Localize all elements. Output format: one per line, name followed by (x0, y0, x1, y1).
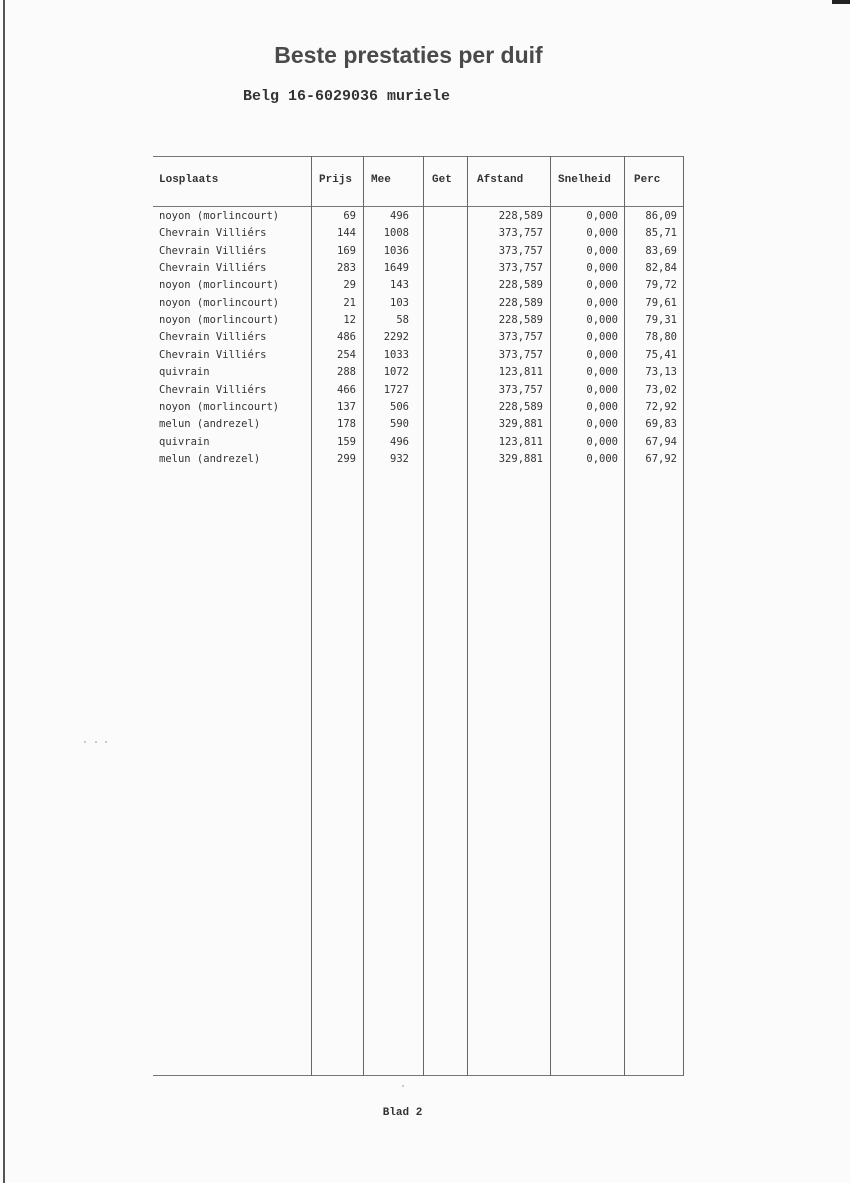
cell-perc: 73,02 (645, 383, 677, 396)
page-number: Blad 2 (382, 1107, 423, 1119)
cell-mee: 496 (390, 210, 409, 222)
cell-prijs: 169 (337, 244, 356, 257)
cell-get (423, 295, 463, 312)
cell-snelheid: 0,000 (586, 435, 618, 448)
cell-perc: 73,13 (645, 366, 677, 379)
cell-losplaats: noyon (morlincourt) (159, 314, 280, 327)
cell-perc: 67,94 (645, 435, 677, 448)
cell-prijs: 12 (343, 314, 356, 327)
cell-perc: 82,84 (645, 262, 677, 275)
table-row (153, 364, 684, 381)
cell-losplaats: melun (andrezel) (159, 452, 261, 465)
col-header-mee: Mee (371, 174, 391, 186)
cell-mee: 1008 (383, 227, 409, 240)
cell-losplaats: melun (andrezel) (159, 418, 261, 431)
cell-get (423, 312, 463, 329)
cell-afstand: 373,757 (498, 383, 543, 396)
cell-snelheid: 0,000 (586, 366, 618, 379)
table-row (153, 451, 684, 468)
table-row (153, 382, 684, 399)
cell-mee: 1072 (383, 366, 409, 379)
cell-afstand: 329,881 (498, 452, 543, 465)
cell-snelheid: 0,000 (586, 452, 618, 465)
table-bottom-rule (153, 1075, 684, 1076)
cell-afstand: 228,589 (498, 314, 543, 327)
cell-afstand: 228,589 (498, 279, 543, 292)
cell-afstand: 329,881 (498, 418, 543, 431)
cell-snelheid: 0,000 (586, 296, 618, 309)
cell-mee: 143 (390, 279, 409, 292)
cell-perc: 78,80 (645, 331, 677, 344)
cell-mee: 506 (390, 400, 409, 413)
cell-snelheid: 0,000 (586, 400, 618, 413)
cell-afstand: 123,811 (498, 366, 543, 379)
cell-mee: 1033 (383, 348, 409, 361)
cell-snelheid: 0,000 (586, 210, 618, 222)
table-row (153, 295, 684, 312)
cell-prijs: 178 (337, 418, 356, 431)
cell-snelheid: 0,000 (586, 227, 618, 240)
table-row (153, 329, 684, 346)
cell-get (423, 451, 463, 468)
col-header-afstand: Afstand (477, 174, 524, 186)
cell-losplaats: noyon (morlincourt) (159, 400, 280, 413)
cell-perc: 79,72 (645, 279, 677, 292)
cell-perc: 85,71 (645, 227, 677, 240)
table-row (153, 243, 684, 260)
cell-mee: 1727 (383, 383, 409, 396)
cell-losplaats: Chevrain Villiérs (159, 262, 267, 275)
pigeon-subtitle: Belg 16-6029036 muriele (243, 88, 451, 105)
col-header-perc: Perc (634, 174, 661, 186)
cell-afstand: 373,757 (498, 331, 543, 344)
cell-get (423, 243, 463, 260)
cell-snelheid: 0,000 (586, 262, 618, 275)
results-table (153, 156, 684, 1076)
scan-speck (95, 741, 97, 743)
scan-speck (84, 741, 86, 743)
cell-get (423, 225, 463, 242)
cell-afstand: 228,589 (498, 400, 543, 413)
cell-losplaats: quivrain (159, 366, 210, 379)
cell-afstand: 228,589 (498, 210, 543, 222)
col-header-snelheid: Snelheid (558, 174, 611, 186)
col-header-losplaats: Losplaats (159, 174, 219, 186)
cell-losplaats: Chevrain Villiérs (159, 227, 267, 240)
cell-perc: 86,09 (645, 210, 677, 222)
scan-edge (3, 0, 5, 1183)
cell-prijs: 144 (337, 227, 356, 240)
table-row (153, 225, 684, 242)
cell-prijs: 69 (343, 210, 356, 222)
col-header-get: Get (432, 174, 452, 186)
header-bottom-rule (153, 206, 684, 207)
cell-perc: 75,41 (645, 348, 677, 361)
cell-get (423, 277, 463, 294)
cell-get (423, 208, 463, 225)
cell-snelheid: 0,000 (586, 348, 618, 361)
cell-losplaats: Chevrain Villiérs (159, 383, 267, 396)
cell-afstand: 228,589 (498, 296, 543, 309)
cell-mee: 58 (396, 314, 409, 327)
cell-mee: 496 (390, 435, 409, 448)
cell-get (423, 364, 463, 381)
cell-mee: 1036 (383, 244, 409, 257)
cell-get (423, 260, 463, 277)
scan-speck (105, 741, 107, 743)
cell-get (423, 347, 463, 364)
cell-afstand: 373,757 (498, 262, 543, 275)
col-header-prijs: Prijs (319, 174, 353, 186)
cell-perc: 83,69 (645, 244, 677, 257)
cell-losplaats: noyon (morlincourt) (159, 279, 280, 292)
cell-prijs: 137 (337, 400, 356, 413)
cell-prijs: 29 (343, 279, 356, 292)
cell-prijs: 299 (337, 452, 356, 465)
table-row (153, 416, 684, 433)
cell-prijs: 254 (337, 348, 356, 361)
cell-get (423, 382, 463, 399)
table-row (153, 347, 684, 364)
table-row (153, 399, 684, 416)
cell-losplaats: Chevrain Villiérs (159, 244, 267, 257)
cell-prijs: 486 (337, 331, 356, 344)
cell-losplaats: noyon (morlincourt) (159, 296, 280, 309)
cell-afstand: 373,757 (498, 244, 543, 257)
cell-losplaats: noyon (morlincourt) (159, 210, 280, 222)
cell-perc: 67,92 (645, 452, 677, 465)
table-row (153, 208, 684, 225)
cell-perc: 79,31 (645, 314, 677, 327)
cell-afstand: 373,757 (498, 227, 543, 240)
cell-prijs: 288 (337, 366, 356, 379)
cell-prijs: 466 (337, 383, 356, 396)
cell-prijs: 159 (337, 435, 356, 448)
cell-losplaats: Chevrain Villiérs (159, 348, 267, 361)
cell-snelheid: 0,000 (586, 331, 618, 344)
cell-perc: 79,61 (645, 296, 677, 309)
cell-losplaats: quivrain (159, 435, 210, 448)
cell-afstand: 373,757 (498, 348, 543, 361)
scan-speck (402, 1085, 404, 1087)
cell-snelheid: 0,000 (586, 279, 618, 292)
cell-mee: 103 (390, 296, 409, 309)
cell-mee: 2292 (383, 331, 409, 344)
cell-get (423, 434, 463, 451)
cell-prijs: 283 (337, 262, 356, 275)
cell-get (423, 416, 463, 433)
table-row (153, 260, 684, 277)
cell-get (423, 329, 463, 346)
cell-get (423, 399, 463, 416)
table-row (153, 434, 684, 451)
cell-snelheid: 0,000 (586, 418, 618, 431)
cell-snelheid: 0,000 (586, 383, 618, 396)
cell-snelheid: 0,000 (586, 314, 618, 327)
table-row (153, 277, 684, 294)
cell-perc: 72,92 (645, 400, 677, 413)
cell-perc: 69,83 (645, 418, 677, 431)
cell-losplaats: Chevrain Villiérs (159, 331, 267, 344)
cell-mee: 1649 (383, 262, 409, 275)
cell-mee: 932 (390, 452, 409, 465)
table-row (153, 312, 684, 329)
cell-snelheid: 0,000 (586, 244, 618, 257)
cell-mee: 590 (390, 418, 409, 431)
page-title: Beste prestaties per duif (274, 42, 543, 68)
cell-afstand: 123,811 (498, 435, 543, 448)
cell-prijs: 21 (343, 296, 356, 309)
scan-corner-mark (832, 0, 850, 4)
table-top-rule (153, 156, 684, 157)
